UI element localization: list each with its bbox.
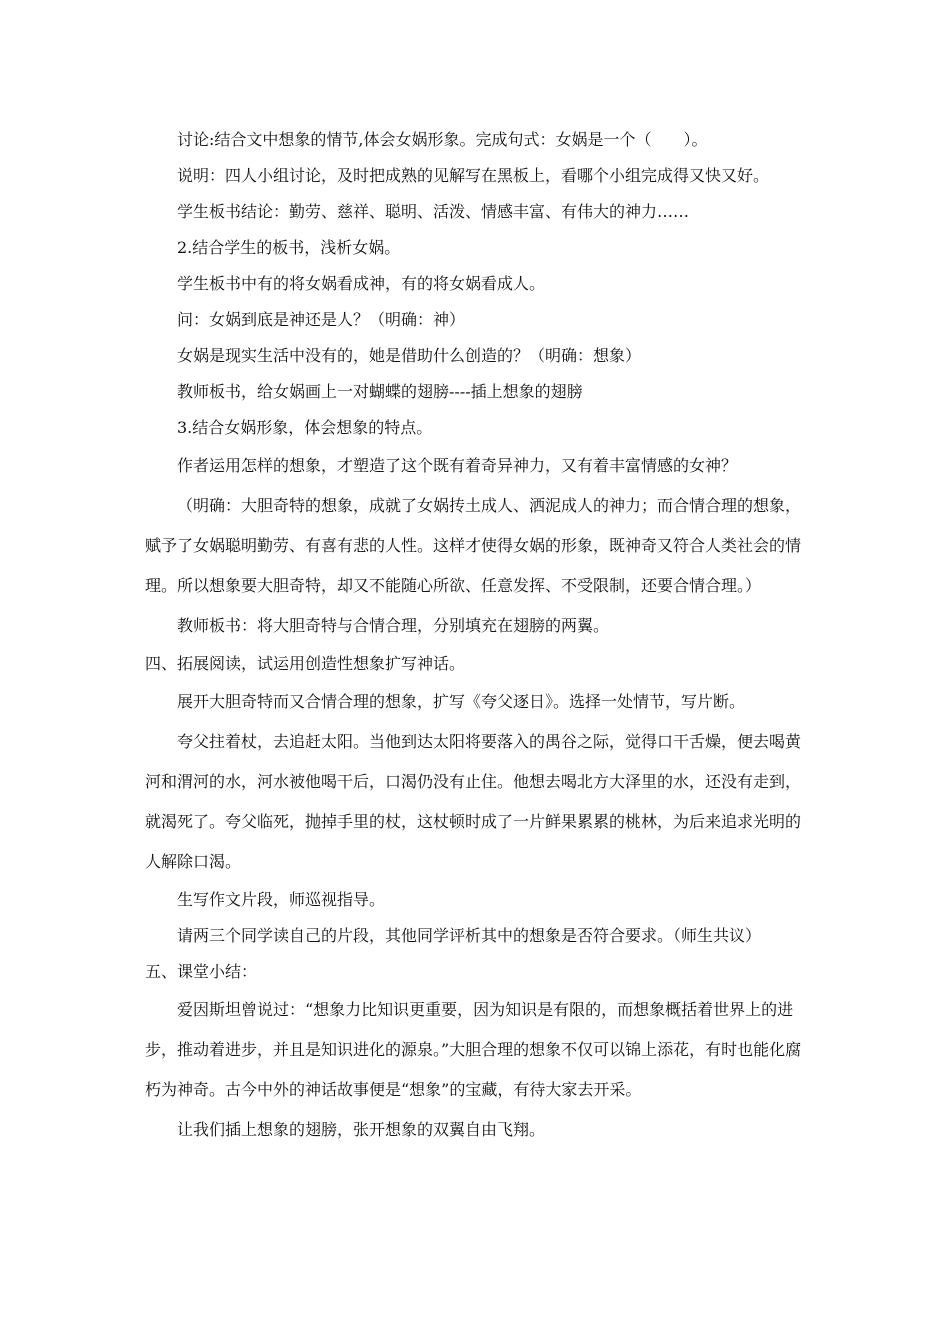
section-heading-4: 四、拓展阅读，试运用创造性想象扩写神话。 [145,654,466,673]
paragraph-closing: 让我们插上想象的翅膀，张开想象的双翼自由飞翔。 [177,1120,546,1139]
paragraph-step-3: 3.结合女娲形象，体会想象的特点。 [177,418,433,437]
paragraph-question-2: 女娲是现实生活中没有的，她是借助什么创造的？（明确：想象） [177,346,642,365]
paragraph-student-writing: 生写作文片段，师巡视指导。 [177,890,386,909]
paragraph-student-board: 学生板书中有的将女娲看成神，有的将女娲看成人。 [177,274,546,293]
paragraph-clarification: （明确：大胆奇特的想象，成就了女娲抟土成人、洒泥成人的神力；而合情合理的想象，赋予了女娲聪明勤劳、有喜有悲的人性。这样才使得女娲的形象，既神奇又符合人类社会的情理。所以想象要大胆奇特，却又不能随心所欲、任意发挥、不受限制，还要合情合理。） [145,496,802,595]
paragraph-student-conclusion: 学生板书结论：勤劳、慈祥、聪明、活泼、情感丰富、有伟大的神力…… [177,202,690,221]
paragraph-kuafu-story: 夸父拄着杖，去追赶太阳。当他到达太阳将要落入的禺谷之际，觉得口干舌燥，便去喝黄河和渭河的水，河水被他喝干后，口渴仍没有止住。他想去喝北方大泽里的水，还没有走到，就渴死了。夸父临死，抛掉手里的杖，这杖顿时成了一片鲜果累累的桃林，为后来追求光明的人解除口渴。 [145,732,802,871]
section-heading-5: 五、课堂小结： [145,962,258,981]
paragraph-explanation: 说明：四人小组讨论，及时把成熟的见解写在黑板上，看哪个小组完成得又快又好。 [177,166,770,185]
paragraph-step-2: 2.结合学生的板书，浅析女娲。 [177,238,401,257]
paragraph-teacher-board-2: 教师板书：将大胆奇特与合情合理，分别填充在翅膀的两翼。 [177,616,610,635]
lesson-text [145,122,810,1150]
paragraph-einstein: 爱因斯坦曾说过：“想象力比知识更重要，因为知识是有限的，而想象概括着世界上的进步，推动着进步，并且是知识进化的源泉。”大胆合理的想象不仅可以锦上添花，有时也能化腐朽为神奇。古今中外的神话故事便是“想象”的宝藏，有待大家去开采。 [145,1000,802,1099]
paragraph-question-1: 问：女娲到底是神还是人？（明确：神） [177,310,466,329]
paragraph-teacher-board-1: 教师板书，给女娲画上一对蝴蝶的翅膀----插上想象的翅膀 [177,382,583,401]
paragraph-expand-task: 展开大胆奇特而又合情合理的想象，扩写《夸父逐日》。选择一处情节，写片断。 [177,692,746,711]
paragraph-author-question: 作者运用怎样的想象，才塑造了这个既有着奇异神力，又有着丰富情感的女神？ [177,456,738,475]
paragraph-peer-review: 请两三个同学读自己的片段，其他同学评析其中的想象是否符合要求。（师生共议） [177,926,762,945]
paragraph-discussion: 讨论:结合文中想象的情节,体会女娲形象。完成句式：女娲是一个（ ）。 [177,130,708,149]
